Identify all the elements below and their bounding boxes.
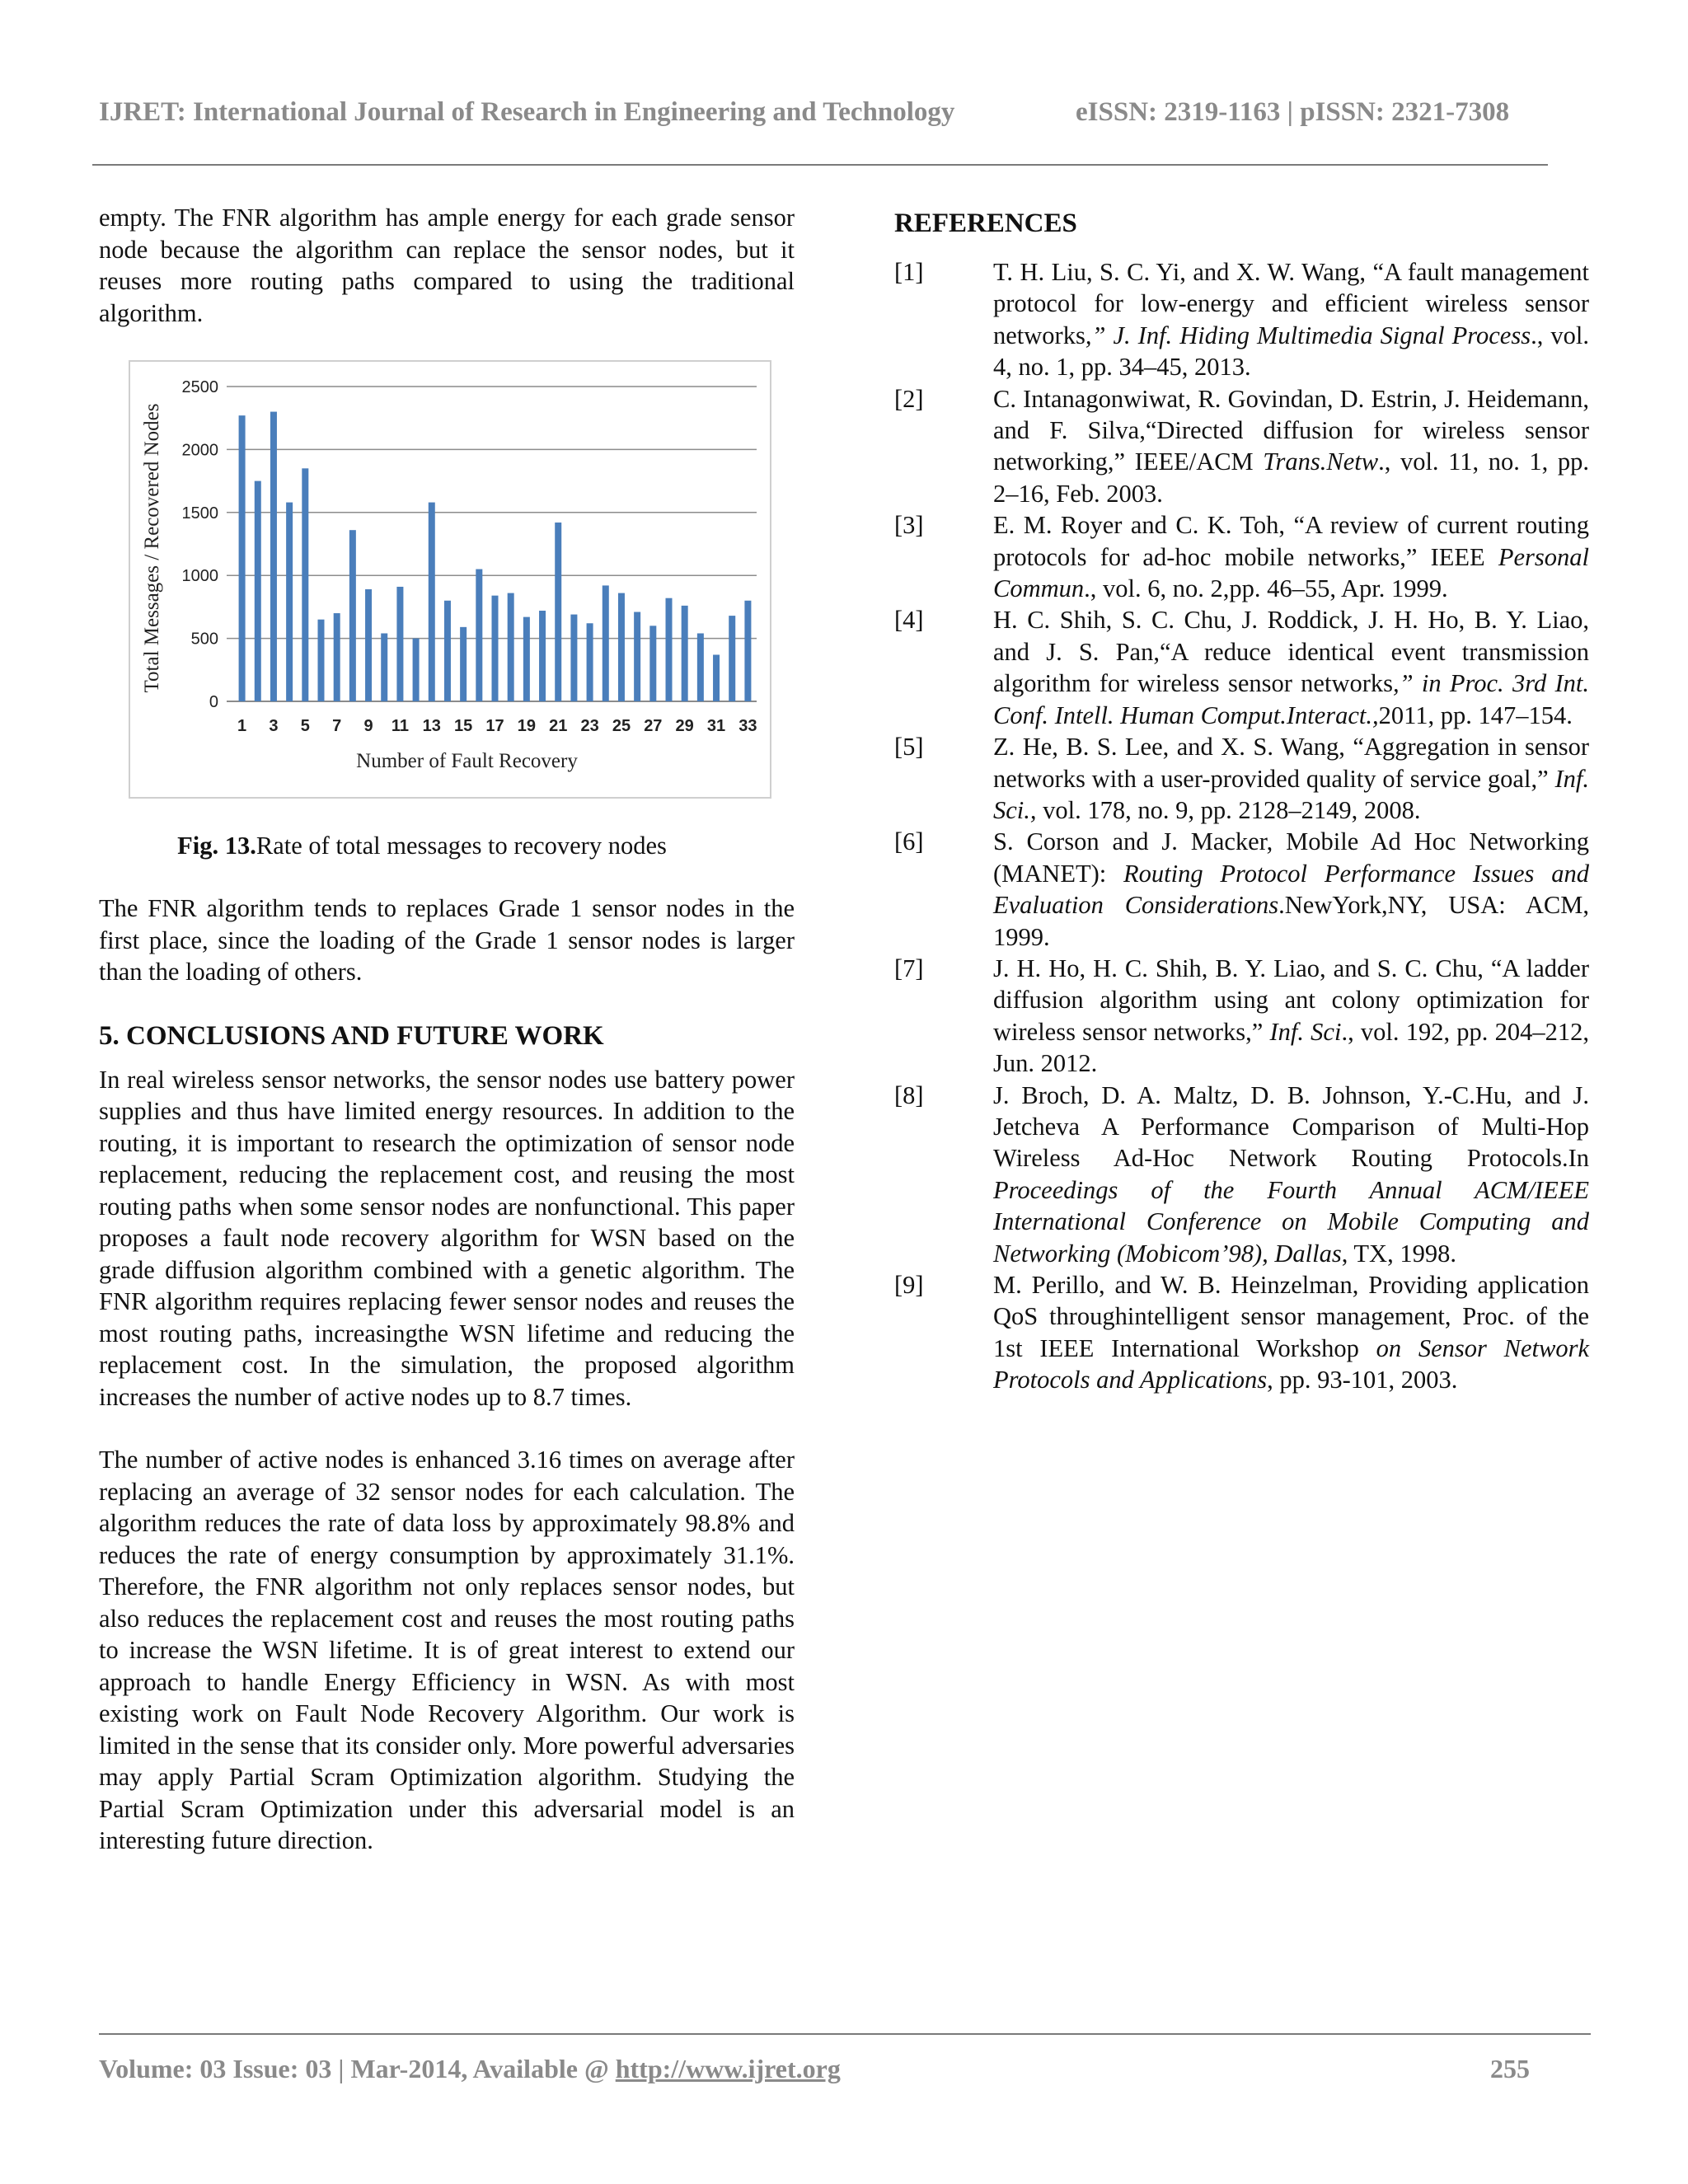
- reference-text: M. Perillo, and W. B. Heinzelman, Providing application QoS throughintelligent sensor management, Proc. of the 1st IEEE International Workshop: [993, 1271, 1589, 1362]
- x-tick-label: 17: [485, 717, 504, 735]
- bar: [634, 612, 640, 701]
- bar: [618, 593, 625, 701]
- reference-tail: .NewYork,NY, USA: ACM, 1999.: [993, 891, 1589, 951]
- figure-13-chart: [129, 360, 771, 799]
- journal-issn: eISSN: 2319-1163 | pISSN: 2321-7308: [1076, 97, 1510, 127]
- x-tick-label: 13: [422, 717, 441, 735]
- x-tick-label: 9: [363, 717, 373, 735]
- reference-italic: Personal Commun: [993, 542, 1589, 603]
- bar: [666, 598, 673, 701]
- reference-italic: Proceedings of the Fourth Annual ACM/IEEE International Conference on Mobile Computing and Networking (Mobicom’98), Dallas: [993, 1175, 1589, 1268]
- figure-caption: [99, 830, 795, 861]
- references-heading: REFERENCES: [894, 209, 1077, 238]
- reference-number: [5]: [894, 733, 924, 762]
- bar: [587, 623, 593, 701]
- reference-item: [894, 256, 1589, 383]
- reference-italic: ,” in Proc. 3rd Int. Conf. Intell. Human Comput.Interact.,: [993, 669, 1589, 729]
- y-tick-label: 500: [190, 630, 218, 649]
- reference-item: [894, 826, 1589, 953]
- bar: [555, 523, 561, 701]
- journal-name: IJRET: International Journal of Research in Engineering and Technology: [99, 97, 955, 127]
- reference-text: S. Corson and J. Macker, Mobile Ad Hoc Networking (MANET):: [993, 827, 1589, 888]
- y-axis-label: Total Messages / Recovered Nodes: [141, 403, 163, 693]
- paragraph-conclusions-1: In real wireless sensor networks, the sensor nodes use battery power supplies and thus have limited energy resources. In addition to the routing, it is important to research the optimization of sensor node replacement, reducing the replacement cost, and reusing the most routing paths when some sensor nodes are nonfunctional. This paper proposes a fault node recovery algorithm for WSN based on the grade diffusion algorithm combined with a genetic algorithm. The FNR algorithm requires replacing fewer sensor nodes and reuses the most routing paths, increasingthe WSN lifetime and reducing the replacement cost. In the simulation, the proposed algorithm increases the number of active nodes up to 8.7 times.: [99, 1065, 795, 1411]
- reference-number: [6]: [894, 827, 924, 856]
- bar: [539, 611, 546, 701]
- figure-caption-text: Rate of total messages to recovery nodes: [256, 832, 667, 860]
- bar: [349, 530, 356, 701]
- x-tick-label: 11: [391, 717, 409, 735]
- bar: [381, 633, 387, 701]
- x-tick-label: 7: [332, 717, 342, 735]
- bar: [302, 468, 308, 701]
- reference-number: [3]: [894, 511, 924, 540]
- bar: [682, 606, 688, 701]
- y-tick-label: 2000: [181, 441, 218, 460]
- reference-text: T. H. Liu, S. C. Yi, and X. W. Wang, “A fault management protocol for low-energy and efficient wireless sensor networks: [993, 258, 1589, 349]
- reference-italic: Trans.Netw: [1263, 448, 1379, 476]
- reference-italic: on Sensor Network Protocols and Applications: [993, 1333, 1589, 1394]
- reference-tail: , pp. 93-101, 2003.: [1267, 1366, 1458, 1394]
- bar: [508, 593, 514, 701]
- reference-tail: vol. 178, no. 9, pp. 2128–2149, 2008.: [1036, 795, 1421, 824]
- page-number: 255: [1490, 2054, 1530, 2083]
- reference-tail: ., vol. 11, no. 1, pp. 2–16, Feb. 2003.: [993, 448, 1590, 508]
- header-divider: [92, 164, 1548, 166]
- reference-text: J. Broch, D. A. Maltz, D. B. Johnson, Y.-C.Hu, and J. Jetcheva A Performance Comparison of Multi-Hop Wireless Ad-Hoc Network Routing Protocols.In: [993, 1080, 1589, 1173]
- journal-link[interactable]: http://www.ijret.org: [615, 2054, 841, 2083]
- reference-text: C. Intanagonwiwat, R. Govindan, D. Estrin, J. Heidemann, and F. Silva,“Directed diffusion for wireless sensor networking,” IEEE/ACM: [993, 384, 1589, 476]
- right-column: [894, 202, 1589, 1396]
- reference-text: J. H. Ho, H. C. Shih, B. Y. Liao, and S. C. Chu, “A ladder diffusion algorithm using ant colony optimization for wireless sensor networks,”: [993, 954, 1589, 1046]
- paragraph-conclusions-2: The number of active nodes is enhanced 3.16 times on average after replacing an average of 32 sensor nodes for each calculation. The algorithm reduces the rate of data loss by approximately 98.8% and reduces the rate of energy consumption by approximately 31.1%. Therefore, the FNR algorithm not only replaces sensor nodes, but also reduces the replacement cost and reuses the most routing paths to increase the WSN lifetime. It is of great interest to extend our approach to handle Energy Efficiency in WSN. As with most existing work on Fault Node Recovery Algorithm. Our work is limited in the sense that its consider only. More powerful adversaries may apply Partial Scram Optimization algorithm. Studying the Partial Scram Optimization under this adversarial model is an interesting future direction.: [99, 1446, 795, 1854]
- x-tick-label: 21: [549, 717, 568, 735]
- reference-number: [4]: [894, 606, 924, 635]
- bar: [429, 503, 435, 701]
- bar: [492, 596, 499, 701]
- reference-italic: ,” J. Inf. Hiding Multimedia Signal Process: [1085, 321, 1531, 349]
- x-tick-label: 15: [454, 717, 473, 735]
- bar: [365, 589, 372, 701]
- bar: [744, 601, 751, 701]
- bar: [570, 615, 577, 701]
- bar: [603, 585, 609, 701]
- bar: [270, 412, 277, 701]
- y-tick-label: 1000: [181, 567, 218, 586]
- reference-item: [894, 509, 1589, 604]
- reference-text: E. M. Royer and C. K. Toh, “A review of current routing protocols for ad-hoc mobile networks,” IEEE: [993, 511, 1589, 571]
- bar: [476, 569, 482, 701]
- figure-caption-label: Fig. 13.: [177, 832, 256, 860]
- y-tick-label: 1500: [181, 504, 218, 523]
- reference-number: [2]: [894, 384, 924, 413]
- reference-text: Z. He, B. S. Lee, and X. S. Wang, “Aggregation in sensor networks with a user-provided quality of service goal,”: [993, 733, 1589, 793]
- x-tick-label: 31: [706, 717, 726, 735]
- reference-italic: Routing Protocol Performance Issues and Evaluation Considerations: [993, 859, 1589, 920]
- x-tick-label: 29: [675, 717, 694, 735]
- bar: [334, 613, 340, 701]
- footer-volume-text: Volume: 03 Issue: 03 | Mar-2014, Available @: [99, 2054, 616, 2083]
- reference-italic: Inf. Sci: [1269, 1017, 1342, 1046]
- reference-tail: ., vol. 6, no. 2,pp. 46–55, Apr. 1999.: [1084, 574, 1448, 603]
- reference-item: [894, 953, 1589, 1080]
- x-tick-label: 19: [517, 717, 536, 735]
- bar: [318, 620, 325, 701]
- bar: [396, 587, 403, 701]
- reference-number: [9]: [894, 1271, 924, 1299]
- reference-item: [894, 1269, 1589, 1396]
- reference-item: [894, 1080, 1589, 1269]
- reference-list: [894, 256, 1589, 1396]
- x-axis-label: Number of Fault Recovery: [356, 750, 578, 772]
- bar: [649, 626, 656, 701]
- reference-tail: 2011, pp. 147–154.: [1378, 701, 1573, 729]
- y-tick-label: 2500: [181, 378, 218, 396]
- bar: [413, 639, 420, 701]
- bar: [697, 633, 704, 701]
- bar-chart: [130, 362, 770, 797]
- bar: [460, 627, 467, 701]
- bar: [713, 654, 720, 701]
- x-tick-label: 27: [644, 717, 663, 735]
- x-tick-label: 3: [269, 717, 279, 735]
- reference-number: [8]: [894, 1080, 924, 1109]
- reference-item: [894, 731, 1589, 826]
- x-tick-label: 1: [237, 717, 247, 735]
- x-tick-label: 25: [612, 717, 631, 735]
- section-heading-conclusions: 5. CONCLUSIONS AND FUTURE WORK: [99, 1020, 604, 1051]
- paragraph-grade1: The FNR algorithm tends to replaces Grade 1 sensor nodes in the first place, since the loading of the Grade 1 sensor nodes is larger than the loading of others.: [99, 894, 795, 986]
- bar: [444, 601, 451, 701]
- reference-tail: ., vol. 192, pp. 204–212, Jun. 2012.: [993, 1017, 1589, 1078]
- reference-number: [1]: [894, 258, 924, 286]
- reference-italic: Inf. Sci.,: [993, 764, 1589, 824]
- x-tick-label: 23: [580, 717, 599, 735]
- bar: [255, 481, 261, 701]
- footer-divider: [99, 2033, 1591, 2035]
- reference-tail: ., vol. 4, no. 1, pp. 34–45, 2013.: [993, 321, 1589, 382]
- x-tick-label: 33: [738, 717, 757, 735]
- reference-tail: , TX, 1998.: [1341, 1239, 1456, 1268]
- paragraph-intro: empty. The FNR algorithm has ample energy for each grade sensor node because the algorithm can replace the sensor nodes, but it reuses more routing paths compared to using the traditional algorithm.: [99, 204, 795, 327]
- x-tick-label: 5: [300, 717, 310, 735]
- bar: [523, 617, 530, 701]
- reference-item: [894, 604, 1589, 731]
- reference-number: [7]: [894, 954, 924, 982]
- bar: [729, 616, 735, 701]
- bar: [239, 415, 246, 701]
- reference-item: [894, 383, 1589, 510]
- footer-volume: [99, 2054, 841, 2084]
- y-tick-label: 0: [209, 693, 218, 711]
- bar: [286, 503, 293, 701]
- left-column: [99, 202, 795, 1857]
- reference-text: H. C. Shih, S. C. Chu, J. Roddick, J. H. Ho, B. Y. Liao, and J. S. Pan,“A reduce identical event transmission algorithm for wireless sensor networks: [993, 606, 1589, 698]
